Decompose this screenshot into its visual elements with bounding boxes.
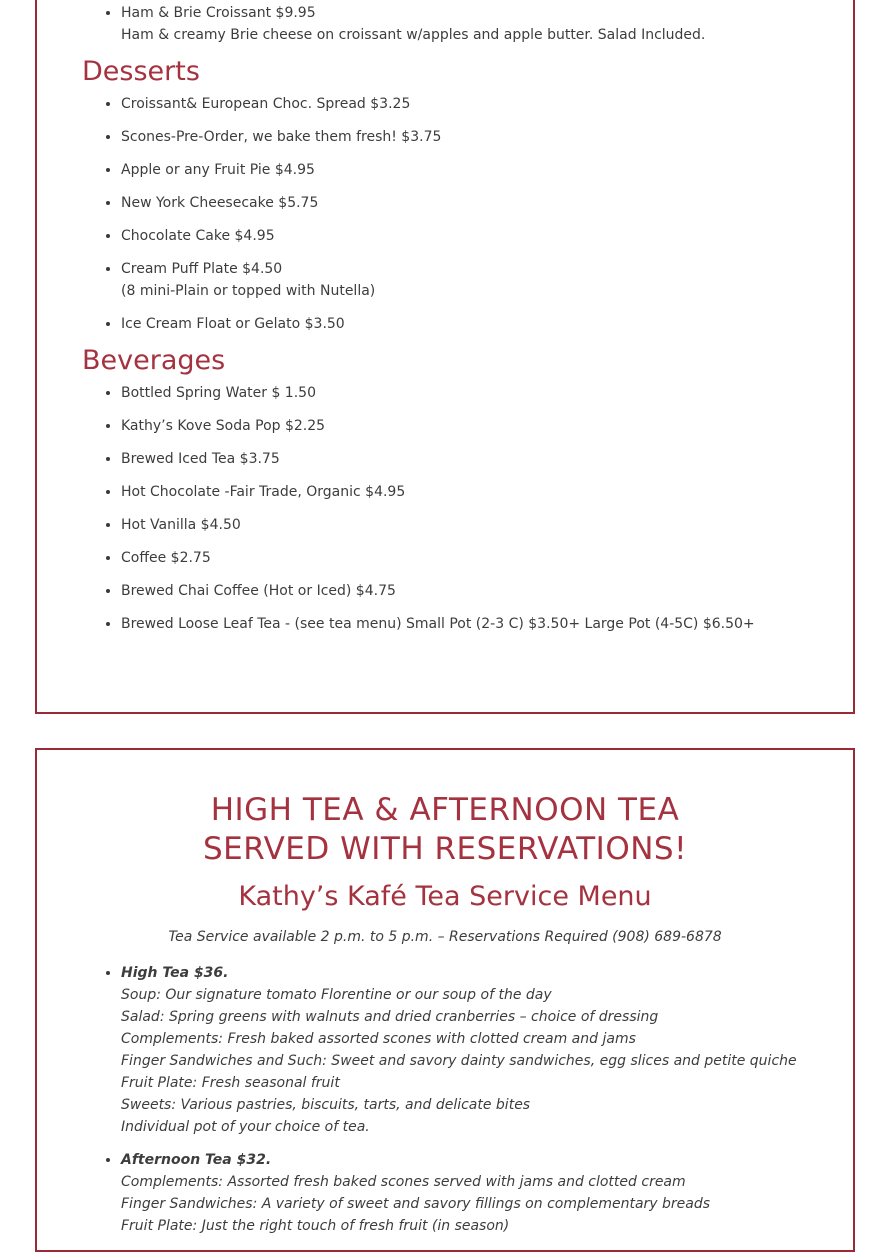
list-item (121, 580, 853, 602)
item-text: Brewed Loose Leaf Tea - (see tea menu) Small Pot (2-3 C) $3.50+ Large Pot (4-5C) $6.50+ (121, 616, 755, 632)
list-item (121, 93, 853, 115)
list-item (121, 159, 853, 181)
desserts-list (37, 93, 853, 335)
item-text: Bottled Spring Water $ 1.50 (121, 385, 316, 401)
service-line: Salad: Spring greens with walnuts and dried cranberries – choice of dressing (121, 1009, 659, 1025)
list-item (121, 448, 853, 470)
list-item (121, 225, 853, 247)
tea-title (37, 791, 853, 869)
list-item (121, 382, 853, 404)
item-description: Ham & creamy Brie cheese on croissant w/apples and apple butter. Salad Included. (121, 27, 706, 43)
service-line: Soup: Our signature tomato Florentine or our soup of the day (121, 987, 552, 1003)
service-line: Complements: Assorted fresh baked scones served with jams and clotted cream (121, 1174, 686, 1190)
item-text: Brewed Iced Tea $3.75 (121, 451, 280, 467)
list-item (121, 313, 853, 335)
item-text: Ice Cream Float or Gelato $3.50 (121, 316, 345, 332)
item-text: Scones-Pre-Order, we bake them fresh! $3.75 (121, 129, 442, 145)
menu-panel (35, 0, 855, 714)
list-item (121, 415, 853, 437)
beverages-list (37, 382, 853, 635)
tea-service-panel (35, 748, 855, 1252)
list-item (121, 613, 853, 635)
service-name: • High Tea $36. (121, 965, 229, 981)
tea-title-line-1: HIGH TEA & AFTERNOON TEA (210, 792, 680, 828)
tea-menu-subtitle: Kathy’s Kafé Tea Service Menu (238, 881, 652, 912)
item-text: Apple or any Fruit Pie $4.95 (121, 162, 315, 178)
item-text: Hot Vanilla $4.50 (121, 517, 241, 533)
list-item (121, 2, 853, 46)
item-text: Kathy’s Kove Soda Pop $2.25 (121, 418, 326, 434)
service-line: Individual pot of your choice of tea. (121, 1119, 370, 1135)
service-line: Finger Sandwiches: A variety of sweet and savory fillings on complementary breads (121, 1196, 711, 1212)
list-item (121, 547, 853, 569)
tea-service-note: Tea Service available 2 p.m. to 5 p.m. – Reservations Required (908) 689-6878 (168, 929, 722, 945)
service-line: Finger Sandwiches and Such: Sweet and savory dainty sandwiches, egg slices and petite quiche (121, 1053, 797, 1069)
item-text: New York Cheesecake $5.75 (121, 195, 319, 211)
item-text: • Cream Puff Plate $4.50 (121, 261, 283, 277)
item-title: • Ham & Brie Croissant $9.95 (121, 5, 316, 21)
service-line: Fruit Plate: Fresh seasonal fruit (121, 1075, 340, 1091)
desserts-heading: Desserts (82, 56, 200, 87)
service-line: Complements: Fresh baked assorted scones with clotted cream and jams (121, 1031, 636, 1047)
list-item (121, 1149, 853, 1237)
list-item (121, 192, 853, 214)
list-item (121, 481, 853, 503)
item-text: Hot Chocolate -Fair Trade, Organic $4.95 (121, 484, 406, 500)
tea-services-list (37, 962, 853, 1237)
item-text: Chocolate Cake $4.95 (121, 228, 275, 244)
list-item (121, 258, 853, 302)
list-item (121, 962, 853, 1138)
list-item (121, 126, 853, 148)
tea-title-line-2: SERVED WITH RESERVATIONS! (202, 831, 688, 867)
item-text: Croissant& European Choc. Spread $3.25 (121, 96, 411, 112)
service-line: Fruit Plate: Just the right touch of fresh fruit (in season) (121, 1218, 510, 1234)
item-subtext: (8 mini-Plain or topped with Nutella) (121, 283, 376, 299)
service-line: Sweets: Various pastries, biscuits, tarts, and delicate bites (121, 1097, 531, 1113)
service-name: • Afternoon Tea $32. (121, 1152, 272, 1168)
item-text: Coffee $2.75 (121, 550, 211, 566)
list-item (121, 514, 853, 536)
sandwich-list (37, 2, 853, 46)
item-text: Brewed Chai Coffee (Hot or Iced) $4.75 (121, 583, 396, 599)
beverages-heading: Beverages (82, 345, 226, 376)
